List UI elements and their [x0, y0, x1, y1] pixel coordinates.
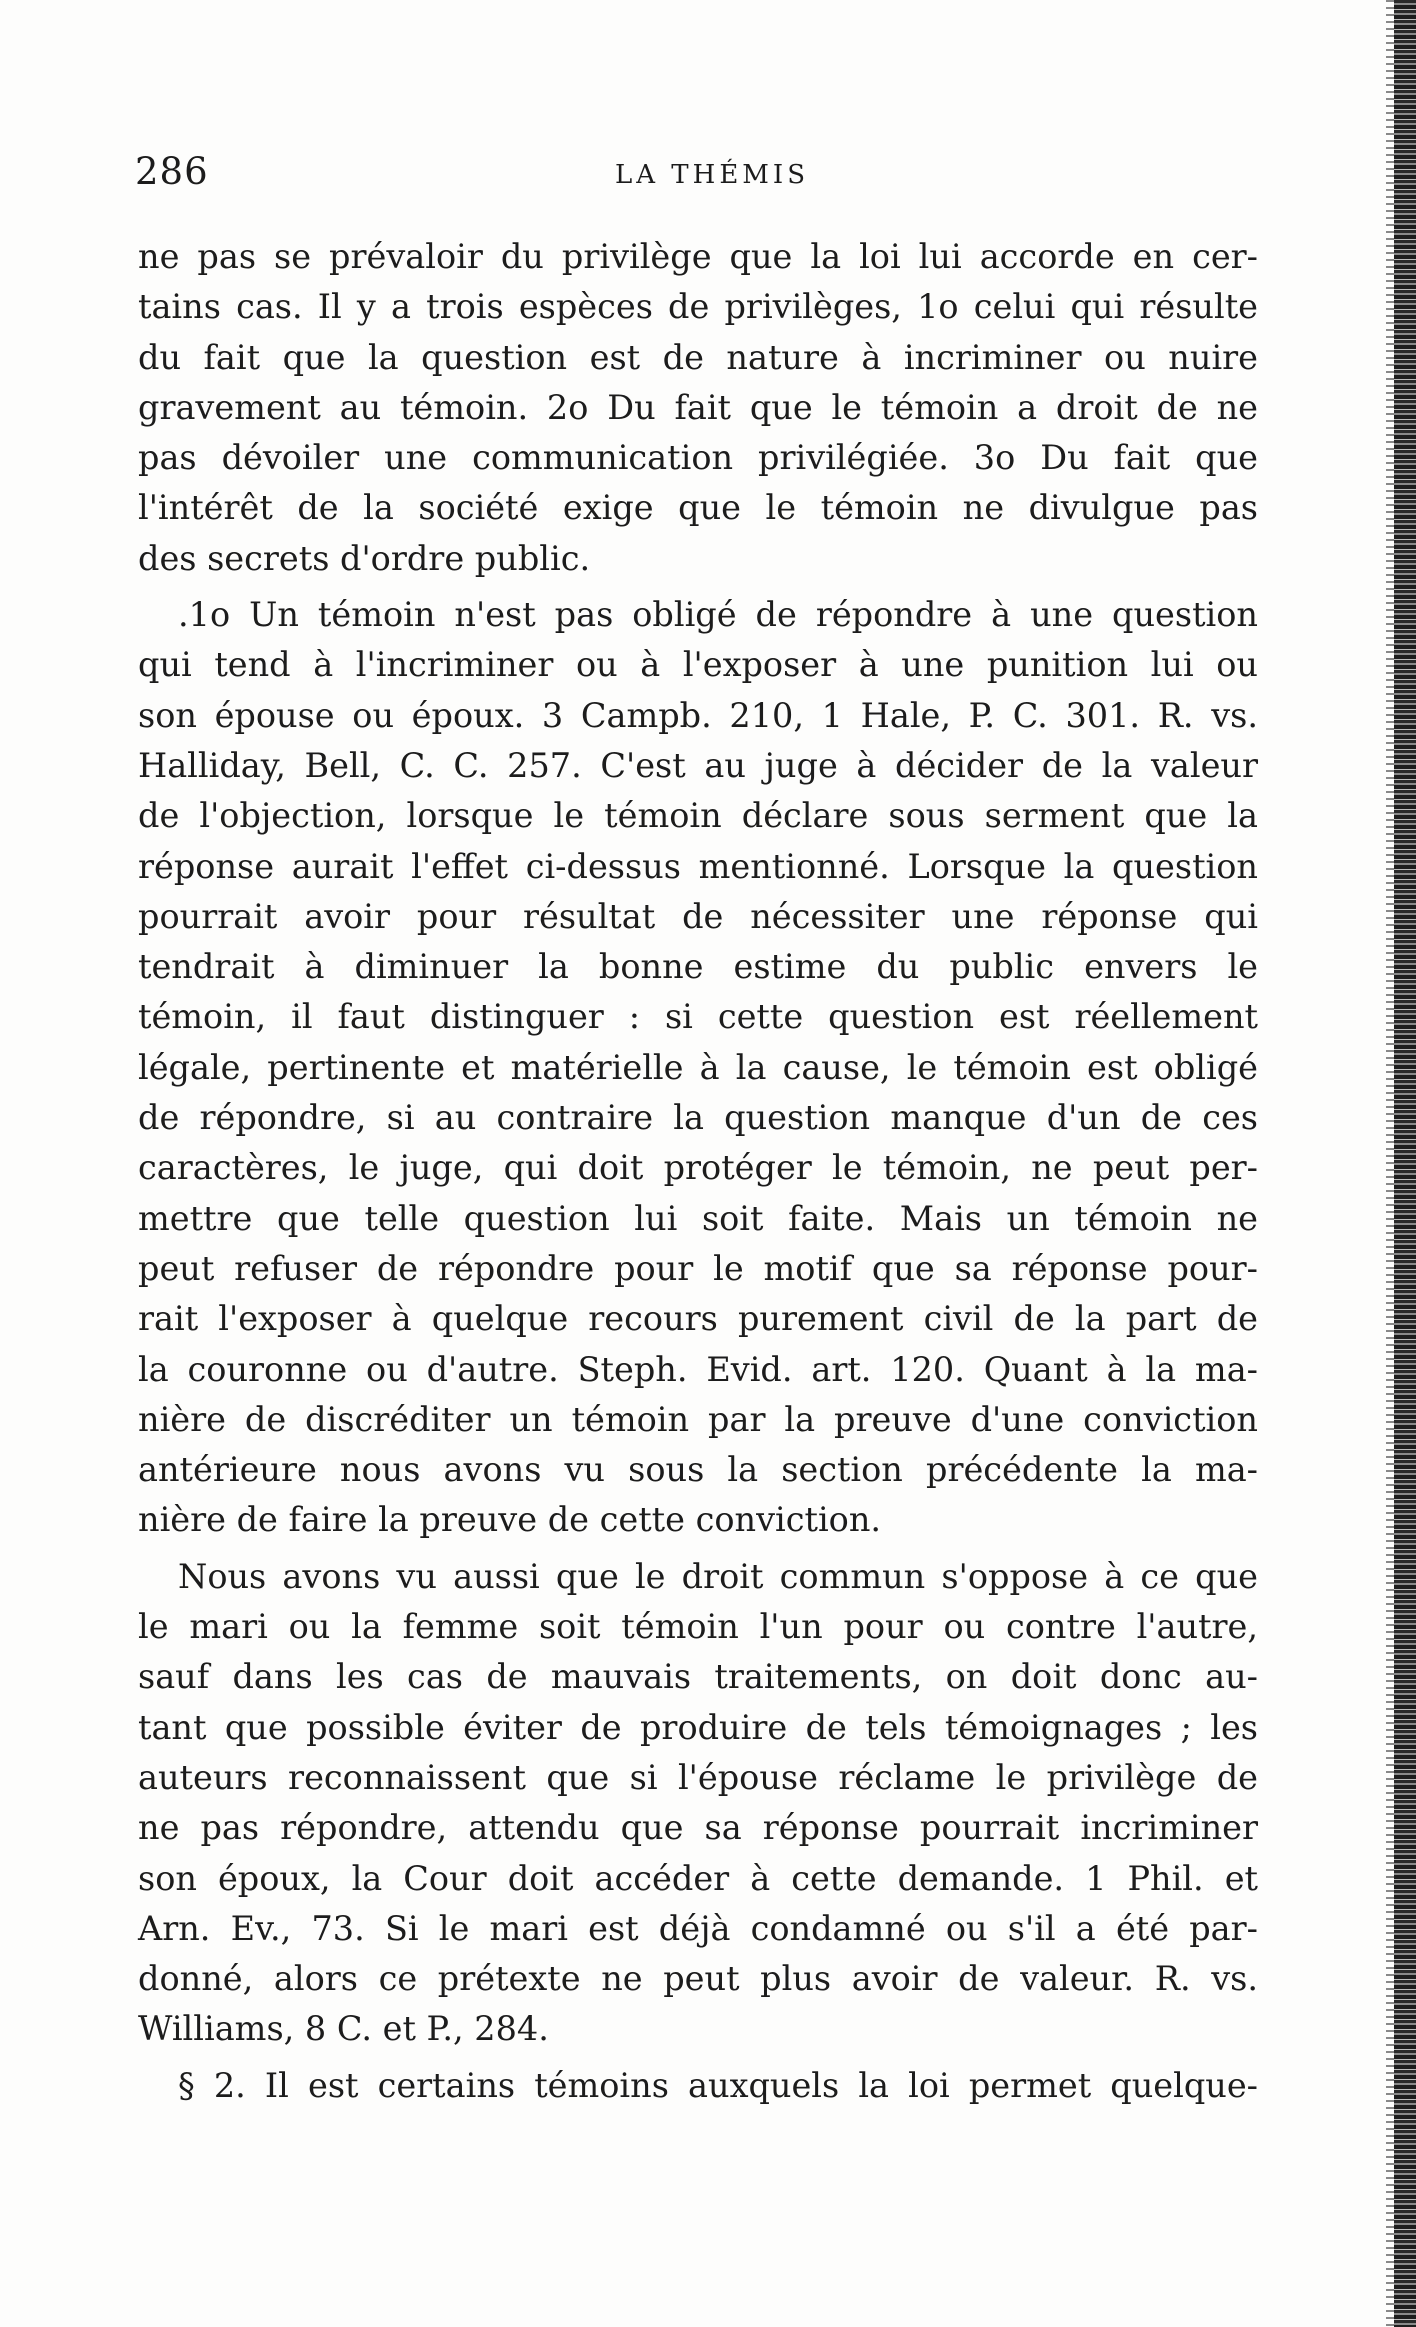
running-title: LA THÉMIS — [615, 160, 810, 190]
text-line: la couronne ou d'autre. Steph. Evid. art. 120. Quant à la ma- — [138, 1349, 1258, 1389]
text-line: tendrait à diminuer la bonne estime du public envers le — [138, 947, 1258, 987]
text-line: légale, pertinente et matérielle à la cause, le témoin est obligé — [138, 1047, 1258, 1087]
text-line: de répondre, si au contraire la question manque d'un de ces — [138, 1098, 1258, 1138]
page-header — [135, 150, 1260, 200]
text-line: de l'objection, lorsque le témoin déclare sous serment que la — [138, 796, 1258, 836]
text-line: son époux, la Cour doit accéder à cette demande. 1 Phil. et — [138, 1858, 1258, 1898]
text-line: gravement au témoin. 2o Du fait que le témoin a droit de ne — [138, 387, 1258, 427]
text-line: ne pas répondre, attendu que sa réponse pourrait incriminer — [138, 1808, 1258, 1848]
paragraph-4 — [138, 2061, 1258, 2111]
text-line: le mari ou la femme soit témoin l'un pour ou contre l'autre, — [138, 1607, 1258, 1647]
text-line: tains cas. Il y a trois espèces de privilèges, 1o celui qui résulte — [138, 287, 1258, 327]
text-line: auteurs reconnaissent que si l'épouse réclame le privilège de — [138, 1757, 1258, 1797]
text-line: pas dévoiler une communication privilégiée. 3o Du fait que — [138, 438, 1258, 478]
text-line: nière de discréditer un témoin par la preuve d'une conviction — [138, 1399, 1258, 1439]
text-line: qui tend à l'incriminer ou à l'exposer à une punition lui ou — [138, 645, 1258, 685]
paragraph-2 — [138, 590, 1258, 1546]
paragraph-3 — [138, 1552, 1258, 2055]
text-line: Halliday, Bell, C. C. 257. C'est au juge à décider de la valeur — [138, 745, 1258, 785]
text-line: sauf dans les cas de mauvais traitements, on doit donc au- — [138, 1657, 1258, 1697]
body-text — [138, 232, 1258, 2117]
text-line: pourrait avoir pour résultat de nécessiter une réponse qui — [138, 896, 1258, 936]
scan-edge-shadow — [1386, 0, 1394, 2327]
text-line: peut refuser de répondre pour le motif que sa réponse pour- — [138, 1248, 1258, 1288]
text-line: réponse aurait l'effet ci-dessus mentionné. Lorsque la question — [138, 846, 1258, 886]
text-line: Arn. Ev., 73. Si le mari est déjà condamné ou s'il a été par- — [138, 1908, 1258, 1948]
text-line: du fait que la question est de nature à incriminer ou nuire — [138, 337, 1258, 377]
text-line: témoin, il faut distinguer : si cette question est réellement — [138, 997, 1258, 1037]
text-line: l'intérêt de la société exige que le témoin ne divulgue pas — [138, 488, 1258, 528]
paragraph-1 — [138, 232, 1258, 584]
scan-edge — [1394, 0, 1416, 2327]
text-line: tant que possible éviter de produire de tels témoignages ; les — [138, 1707, 1258, 1747]
text-line: .1o Un témoin n'est pas obligé de répondre à une question — [178, 595, 1258, 635]
text-line: son épouse ou époux. 3 Campb. 210, 1 Hale, P. C. 301. R. vs. — [138, 695, 1258, 735]
text-line: antérieure nous avons vu sous la section précédente la ma- — [138, 1450, 1258, 1490]
text-line: rait l'exposer à quelque recours purement civil de la part de — [138, 1299, 1258, 1339]
text-line: caractères, le juge, qui doit protéger le témoin, ne peut per- — [138, 1148, 1258, 1188]
text-line: mettre que telle question lui soit faite. Mais un témoin ne — [138, 1198, 1258, 1238]
text-line: donné, alors ce prétexte ne peut plus avoir de valeur. R. vs. — [138, 1959, 1258, 1999]
page-number: 286 — [135, 150, 209, 193]
text-line: des secrets d'ordre public. — [138, 538, 591, 578]
text-line: ne pas se prévaloir du privilège que la loi lui accorde en cer- — [138, 237, 1258, 276]
text-line: Williams, 8 C. et P., 284. — [138, 2009, 549, 2049]
text-line: Nous avons vu aussi que le droit commun s'oppose à ce que — [178, 1556, 1258, 1596]
text-line: nière de faire la preuve de cette conviction. — [138, 1500, 882, 1540]
text-line: § 2. Il est certains témoins auxquels la loi permet quelque- — [178, 2065, 1258, 2105]
